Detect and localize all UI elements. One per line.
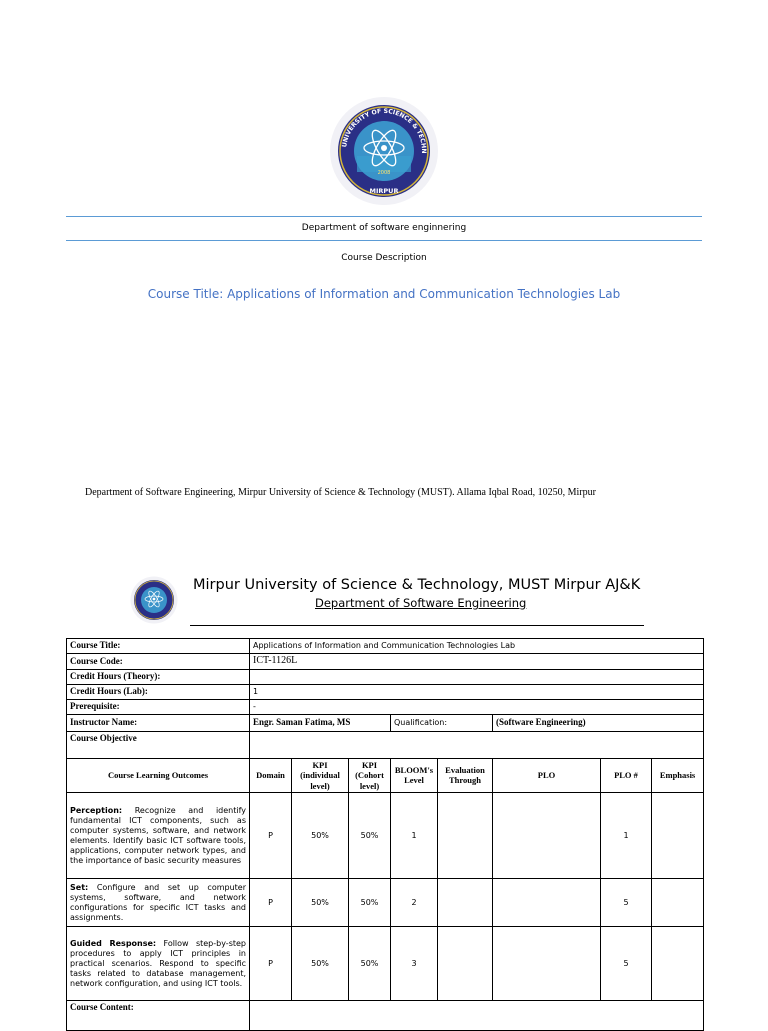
header-plo-number: PLO # [601,758,652,793]
prerequisite-value: - [250,699,704,714]
clo-domain: P [250,927,292,1001]
header-kpi-individual: KPI (individual level) [292,758,349,793]
header-domain: Domain [250,758,292,793]
clo-outcome: Set: Configure and set up computer systems, software, and network configurations for specific ICT tasks and assignments. [67,879,250,927]
header-logo [130,576,178,624]
header-kpi-cohort: KPI (Cohort level) [349,758,391,793]
clo-plo [493,793,601,879]
cover-course-title: Course Title: Applications of Information and Communication Technologies Lab [147,287,621,301]
clo-kpi-cohort: 50% [349,927,391,1001]
row-credit-theory [67,669,704,684]
course-content-label: Course Content: [67,1001,250,1031]
row-course-title [67,639,704,654]
cover-department: Department of software enginnering [301,223,467,233]
clo-emphasis [652,879,704,927]
header-outcomes: Course Learning Outcomes [67,758,250,793]
clo-bloom: 1 [391,793,438,879]
clo-bloom: 2 [391,879,438,927]
row-credit-lab [67,684,704,699]
clo-kpi-individual: 50% [292,793,349,879]
clo-domain: P [250,879,292,927]
divider-top [66,216,702,217]
clo-kpi-individual: 50% [292,927,349,1001]
svg-text:2008: 2008 [377,170,391,176]
clo-emphasis [652,927,704,1001]
header-university-name: Mirpur University of Science & Technology, MUST Mirpur AJ&K [193,577,641,593]
clo-header-row [67,758,704,793]
clo-outcome: Guided Response: Follow step-by-step procedures to apply ICT principles in practical scenarios. Respond to specific tasks related to database management, network configuration, and using ICT tools. [67,927,250,1001]
course-title-value: Applications of Information and Communication Technologies Lab [250,639,704,654]
cover-course-description: Course Description [341,253,427,263]
svg-text:MIRPUR UNIVERSITY OF SCIENCE &: UNIVERSITY OF SCIENCE & TECHN [341,107,428,154]
header-divider [190,625,644,626]
clo-outcome: Perception: Recognize and identify fundamental ICT components, such as computer systems, software, and network elements. Identify basic ICT software tools, applications, computer network types, and the importance of basic security measures [67,793,250,879]
svg-text:MIRPUR: MIRPUR [369,187,399,195]
row-prerequisite [67,699,704,714]
course-title-label: Course Title: [67,639,250,654]
clo-domain: P [250,793,292,879]
qualification-label: Qualification: [391,714,493,731]
credit-lab-label: Credit Hours (Lab): [67,684,250,699]
clo-bloom: 3 [391,927,438,1001]
header-bloom: BLOOM's Level [391,758,438,793]
divider-bottom [66,240,702,241]
clo-kpi-cohort: 50% [349,793,391,879]
credit-theory-value [250,669,704,684]
instructor-label: Instructor Name: [67,714,250,731]
clo-plo-number: 5 [601,879,652,927]
row-objective [67,731,704,758]
course-table [66,638,704,1031]
clo-kpi-individual: 50% [292,879,349,927]
clo-plo [493,879,601,927]
clo-plo [493,927,601,1001]
objective-value [250,731,704,758]
table-row [67,793,704,879]
course-content-value [250,1001,704,1031]
objective-label: Course Objective [67,731,250,758]
clo-plo-number: 1 [601,793,652,879]
table-row [67,879,704,927]
row-course-content [67,1001,704,1031]
clo-evaluation [438,793,493,879]
row-course-code [67,654,704,670]
row-instructor [67,714,704,731]
header-department: Department of Software Engineering [315,596,527,610]
clo-evaluation [438,927,493,1001]
header-evaluation: Evaluation Through [438,758,493,793]
prerequisite-label: Prerequisite: [67,699,250,714]
clo-plo-number: 5 [601,927,652,1001]
instructor-value: Engr. Saman Fatima, MS [250,714,391,731]
cover-address: Department of Software Engineering, Mirpur University of Science & Technology (MUST). Allama Iqbal Road, 10250, Mirpur [85,487,596,498]
university-logo [329,96,439,206]
course-code-label: Course Code: [67,654,250,670]
clo-evaluation [438,879,493,927]
clo-emphasis [652,793,704,879]
header-emphasis: Emphasis [652,758,704,793]
qualification-value: (Software Engineering) [493,714,704,731]
credit-theory-label: Credit Hours (Theory): [67,669,250,684]
header-plo: PLO [493,758,601,793]
course-code-value: ICT-1126L [250,654,704,670]
table-row [67,927,704,1001]
clo-kpi-cohort: 50% [349,879,391,927]
credit-lab-value: 1 [250,684,704,699]
